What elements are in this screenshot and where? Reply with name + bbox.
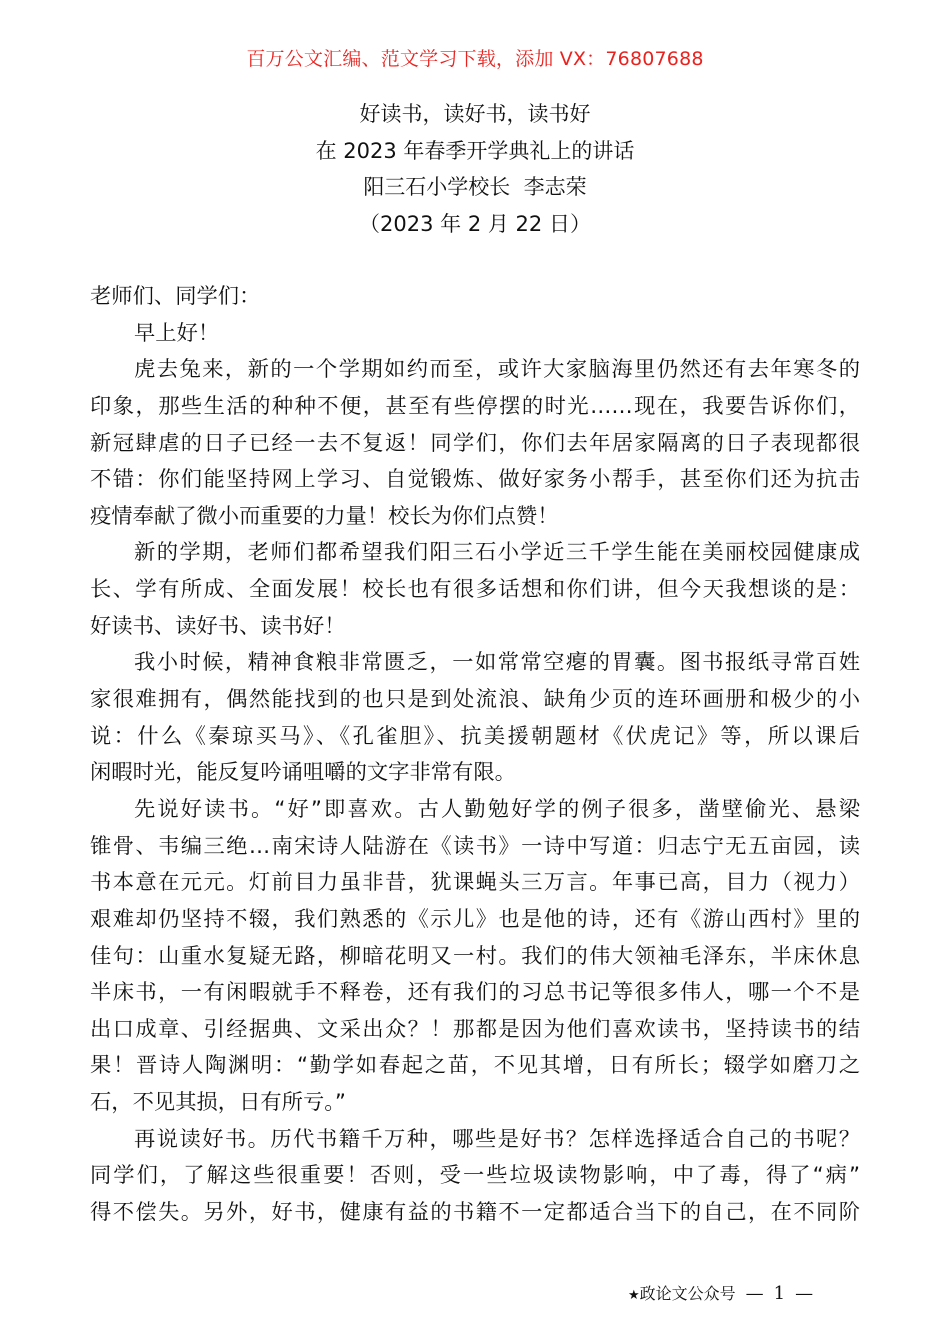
- paragraph-line: 虎去兔来，新的一个学期如约而至，或许大家脑海里仍然还有去年寒冬的: [134, 357, 860, 383]
- speech-body: [90, 279, 860, 1232]
- paragraph-line: 石，不见其损，日有所亏。”: [90, 1090, 346, 1116]
- page-footer: [628, 1282, 813, 1308]
- salutation: 老师们、同学们：: [90, 284, 261, 309]
- paragraph-line: 出口成章、引经据典、文采出众？！那都是因为他们喜欢读书，坚持读书的结: [90, 1016, 860, 1042]
- paragraph-line: 长、学有所成、全面发展！校长也有很多话想和你们讲，但今天我想谈的是：: [90, 577, 860, 603]
- paragraph-line: 锥骨、韦编三绝…南宋诗人陆游在《读书》一诗中写道：归志宁无五亩园，读: [90, 833, 860, 859]
- star-icon: ★: [628, 1288, 640, 1303]
- paragraph-line: 说：什么《秦琼买马》、《孔雀胆》、抗美援朝题材《伏虎记》等，所以课后: [90, 723, 860, 749]
- paragraph-line: 先说好读书。“好”即喜欢。古人勤勉好学的例子很多，凿壁偷光、悬梁: [134, 796, 860, 822]
- page-number: 1: [773, 1283, 786, 1304]
- paragraph-line: 我小时候，精神食粮非常匮乏，一如常常空瘪的胃囊。图书报纸寻常百姓: [134, 650, 860, 676]
- footer-source: 政论文公众号: [639, 1284, 736, 1303]
- paragraph-line: 新的学期，老师们都希望我们阳三石小学近三千学生能在美丽校园健康成: [134, 540, 860, 566]
- page-number-suffix: —: [795, 1283, 814, 1304]
- watermark-banner: 百万公文汇编、范文学习下载，添加 VX：76807688: [246, 48, 704, 70]
- paragraph-line: 家很难拥有，偶然能找到的也只是到处流浪、缺角少页的连环画册和极少的小: [90, 687, 860, 713]
- page-number-prefix: —: [745, 1283, 764, 1304]
- paragraph-line: 不错：你们能坚持网上学习、自觉锻炼、做好家务小帮手，甚至你们还为抗击: [90, 467, 860, 493]
- paragraph-line: 果！晋诗人陶渊明：“勤学如春起之苗，不见其增，日有所长；辍学如磨刀之: [90, 1053, 860, 1079]
- paragraph-line: 早上好！: [134, 320, 220, 346]
- date-line: （2023 年 2 月 22 日）: [359, 211, 591, 236]
- paragraph-line: 再说读好书。历代书籍千万种，哪些是好书？怎样选择适合自己的书呢？: [134, 1126, 860, 1152]
- paragraph-line: 半床书，一有闲暇就手不释卷，还有我们的习总书记等很多伟人，哪一个不是: [90, 980, 860, 1006]
- document-subtitle: 在 2023 年春季开学典礼上的讲话: [315, 138, 635, 163]
- paragraph-line: 好读书、读好书、读书好！: [90, 613, 346, 639]
- document-title: 好读书，读好书，读书好: [359, 102, 591, 126]
- paragraph-line: 疫情奉献了微小而重要的力量！校长为你们点赞！: [90, 503, 559, 529]
- paragraph-line: 闲暇时光，能反复吟诵咀嚼的文字非常有限。: [90, 760, 516, 786]
- author-line: 阳三石小学校长 李志荣: [363, 175, 587, 199]
- paragraph-line: 得不偿失。另外，好书，健康有益的书籍不一定都适合当下的自己，在不同阶: [90, 1200, 860, 1226]
- paragraph-line: 印象，那些生活的种种不便，甚至有些停摆的时光……现在，我要告诉你们，: [90, 393, 860, 419]
- paragraph-line: 艰难却仍坚持不辍，我们熟悉的《示儿》也是他的诗，还有《游山西村》里的: [90, 906, 860, 932]
- paragraph-line: 书本意在元元。灯前目力虽非昔，犹课蝇头三万言。年事已高，目力（视力）: [90, 870, 860, 896]
- paragraph-line: 同学们，了解这些很重要！否则，受一些垃圾读物影响，中了毒，得了“病”: [90, 1163, 860, 1189]
- paragraph-line: 新冠肆虐的日子已经一去不复返！同学们，你们去年居家隔离的日子表现都很: [90, 430, 860, 456]
- paragraph-line: 佳句：山重水复疑无路，柳暗花明又一村。我们的伟大领袖毛泽东，半床休息: [90, 943, 860, 969]
- title-block: [0, 96, 950, 242]
